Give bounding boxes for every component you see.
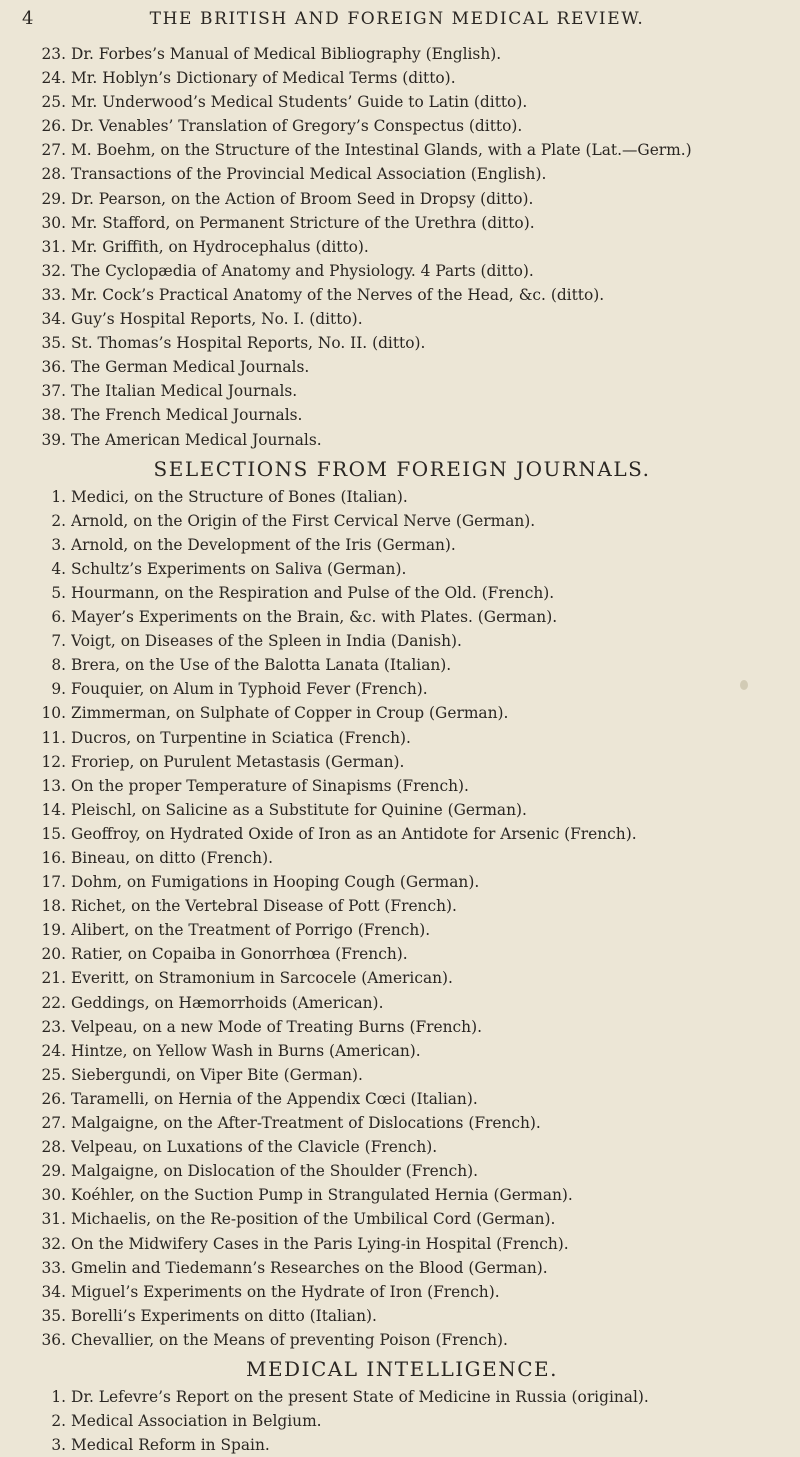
- list-item: [22, 1111, 782, 1135]
- list-item: [22, 1087, 782, 1111]
- item-title: Velpeau, on a new Mode of Treating Burns (French).: [71, 1017, 482, 1036]
- item-number: 39.: [41, 430, 66, 449]
- item-number: 3.: [51, 535, 66, 554]
- list-item: [22, 677, 782, 701]
- item-number: 22.: [41, 993, 66, 1012]
- item-title: Geoffroy, on Hydrated Oxide of Iron as an Antidote for Arsenic (French).: [71, 824, 637, 843]
- list-item: [22, 1207, 782, 1231]
- list-item: [22, 870, 782, 894]
- list-item: [22, 379, 782, 403]
- item-number: 20.: [41, 945, 66, 964]
- list-item: [22, 942, 782, 966]
- item-title: Fouquier, on Alum in Typhoid Fever (French).: [71, 680, 428, 699]
- item-title: Malgaigne, on the After-Treatment of Dislocations (French).: [71, 1114, 541, 1133]
- item-number: 28.: [41, 1138, 66, 1157]
- list-item: [22, 1159, 782, 1183]
- item-title: Medical Association in Belgium.: [71, 1412, 322, 1431]
- item-title: Froriep, on Purulent Metastasis (German).: [71, 752, 405, 771]
- item-number: 13.: [41, 776, 66, 795]
- item-title: St. Thomas’s Hospital Reports, No. II. (ditto).: [71, 334, 426, 353]
- list-item: [22, 1280, 782, 1304]
- list-item: [22, 307, 782, 331]
- item-number: 35.: [41, 334, 66, 353]
- item-title: Medical Reform in Spain.: [71, 1436, 270, 1455]
- list-item: [22, 798, 782, 822]
- item-number: 32.: [41, 261, 66, 280]
- item-number: 36.: [41, 358, 66, 377]
- item-title: Mr. Stafford, on Permanent Stricture of the Urethra (ditto).: [71, 213, 535, 232]
- running-title: THE BRITISH AND FOREIGN MEDICAL REVIEW.: [149, 9, 645, 29]
- item-title: Ratier, on Copaiba in Gonorrhœa (French).: [71, 945, 408, 964]
- item-number: 21.: [41, 969, 66, 988]
- item-title: Alibert, on the Treatment of Porrigo (French).: [71, 921, 431, 940]
- list-item: [22, 211, 782, 235]
- item-number: 15.: [41, 824, 66, 843]
- list-item: [22, 138, 782, 162]
- item-title: Siebergundi, on Viper Bite (German).: [71, 1065, 363, 1084]
- list-item: [22, 1409, 782, 1433]
- item-number: 9.: [51, 680, 66, 699]
- item-number: 28.: [41, 165, 66, 184]
- item-number: 34.: [41, 310, 66, 329]
- list-item: [22, 1063, 782, 1087]
- item-number: 4.: [51, 559, 66, 578]
- item-title: M. Boehm, on the Structure of the Intestinal Glands, with a Plate (Lat.—Germ.): [71, 141, 692, 160]
- item-title: On the proper Temperature of Sinapisms (French).: [71, 776, 469, 795]
- list-item: [22, 428, 782, 452]
- item-number: 29.: [41, 1162, 66, 1181]
- list-item: [22, 774, 782, 798]
- list-item: [22, 114, 782, 138]
- item-title: Brera, on the Use of the Balotta Lanata (Italian).: [71, 656, 452, 675]
- item-number: 11.: [41, 728, 66, 747]
- item-number: 2.: [51, 511, 66, 530]
- item-number: 29.: [41, 189, 66, 208]
- list-item: [22, 918, 782, 942]
- item-number: 35.: [41, 1306, 66, 1325]
- item-number: 23.: [41, 1017, 66, 1036]
- list-item: [22, 1135, 782, 1159]
- list-item: [22, 1183, 782, 1207]
- item-number: 36.: [41, 1330, 66, 1349]
- item-number: 32.: [41, 1234, 66, 1253]
- list-item: [22, 605, 782, 629]
- item-number: 19.: [41, 921, 66, 940]
- item-title: Dr. Pearson, on the Action of Broom Seed in Dropsy (ditto).: [71, 189, 534, 208]
- item-number: 26.: [41, 117, 66, 136]
- item-title: Hintze, on Yellow Wash in Burns (American).: [71, 1041, 421, 1060]
- item-title: Koéhler, on the Suction Pump in Strangulated Hernia (German).: [71, 1186, 573, 1205]
- item-title: Hourmann, on the Respiration and Pulse of the Old. (French).: [71, 583, 555, 602]
- list-item: [22, 42, 782, 66]
- page-header: [22, 8, 782, 42]
- item-title: Arnold, on the Origin of the First Cervical Nerve (German).: [71, 511, 536, 530]
- item-number: 30.: [41, 1186, 66, 1205]
- list-item: [22, 162, 782, 186]
- item-number: 7.: [51, 632, 66, 651]
- list-item: [22, 331, 782, 355]
- list-item: [22, 653, 782, 677]
- list-item: [22, 485, 782, 509]
- item-title: Mr. Cock’s Practical Anatomy of the Nerves of the Head, &c. (ditto).: [71, 285, 605, 304]
- list-item: [22, 1039, 782, 1063]
- item-number: 1.: [51, 487, 66, 506]
- item-number: 34.: [41, 1282, 66, 1301]
- list-item: [22, 1433, 782, 1457]
- contents-list: [22, 42, 782, 1457]
- item-number: 18.: [41, 897, 66, 916]
- item-number: 25.: [41, 1065, 66, 1084]
- item-number: 12.: [41, 752, 66, 771]
- list-item: [22, 403, 782, 427]
- item-title: Mayer’s Experiments on the Brain, &c. with Plates. (German).: [71, 608, 558, 627]
- item-number: 27.: [41, 1114, 66, 1133]
- item-number: 31.: [41, 237, 66, 256]
- list-item: [22, 846, 782, 870]
- item-title: Mr. Underwood’s Medical Students’ Guide to Latin (ditto).: [71, 93, 528, 112]
- item-title: Everitt, on Stramonium in Sarcocele (American).: [71, 969, 453, 988]
- item-number: 8.: [51, 656, 66, 675]
- list-item: [22, 235, 782, 259]
- item-title: Dr. Lefevre’s Report on the present State of Medicine in Russia (original).: [71, 1387, 649, 1406]
- list-item: [22, 1015, 782, 1039]
- item-title: Guy’s Hospital Reports, No. I. (ditto).: [71, 310, 363, 329]
- item-title: Transactions of the Provincial Medical Association (English).: [71, 165, 547, 184]
- list-item: [22, 509, 782, 533]
- item-title: Malgaigne, on Dislocation of the Shoulder (French).: [71, 1162, 479, 1181]
- item-title: Dr. Forbes’s Manual of Medical Bibliography (English).: [71, 45, 502, 63]
- item-number: 26.: [41, 1089, 66, 1108]
- list-item: [22, 1256, 782, 1280]
- item-number: 23.: [41, 45, 66, 63]
- list-item: [22, 1328, 782, 1352]
- item-title: Dohm, on Fumigations in Hooping Cough (German).: [71, 873, 480, 892]
- item-title: Miguel’s Experiments on the Hydrate of Iron (French).: [71, 1282, 500, 1301]
- item-title: The American Medical Journals.: [71, 430, 322, 449]
- list-item: [22, 750, 782, 774]
- item-number: 31.: [41, 1210, 66, 1229]
- item-title: Geddings, on Hæmorrhoids (American).: [71, 993, 384, 1012]
- page-number: 4: [22, 8, 36, 29]
- item-number: 30.: [41, 213, 66, 232]
- list-item: [22, 283, 782, 307]
- section-heading: SELECTIONS FROM FOREIGN JOURNALS.: [153, 456, 651, 481]
- item-number: 6.: [51, 608, 66, 627]
- item-number: 27.: [41, 141, 66, 160]
- list-item: [22, 533, 782, 557]
- list-item: [22, 66, 782, 90]
- item-title: Borelli’s Experiments on ditto (Italian).: [71, 1306, 377, 1325]
- list-item: [22, 187, 782, 211]
- item-number: 38.: [41, 406, 66, 425]
- list-item: [22, 1385, 782, 1409]
- item-title: On the Midwifery Cases in the Paris Lying-in Hospital (French).: [71, 1234, 569, 1253]
- item-title: Chevallier, on the Means of preventing Poison (French).: [71, 1330, 508, 1349]
- item-title: Ducros, on Turpentine in Sciatica (French).: [71, 728, 411, 747]
- item-number: 16.: [41, 849, 66, 867]
- item-title: Mr. Griffith, on Hydrocephalus (ditto).: [71, 237, 369, 256]
- item-number: 14.: [41, 800, 66, 819]
- item-title: Velpeau, on Luxations of the Clavicle (French).: [71, 1138, 438, 1157]
- item-title: Richet, on the Vertebral Disease of Pott (French).: [71, 897, 457, 916]
- item-number: 33.: [41, 1258, 66, 1277]
- item-number: 1.: [51, 1387, 66, 1406]
- item-title: Taramelli, on Hernia of the Appendix Cœci (Italian).: [71, 1089, 478, 1108]
- list-item: [22, 259, 782, 283]
- list-item: [22, 822, 782, 846]
- list-item: [22, 726, 782, 750]
- item-title: The Cyclopædia of Anatomy and Physiology. 4 Parts (ditto).: [71, 261, 534, 280]
- item-title: Gmelin and Tiedemann’s Researches on the Blood (German).: [71, 1258, 548, 1277]
- list-item: [22, 1304, 782, 1328]
- list-item: [22, 90, 782, 114]
- item-title: Bineau, on ditto (French).: [71, 849, 273, 867]
- item-title: Arnold, on the Development of the Iris (German).: [71, 535, 456, 554]
- item-number: 5.: [51, 583, 66, 602]
- item-number: 17.: [41, 873, 66, 892]
- item-title: Michaelis, on the Re-position of the Umbilical Cord (German).: [71, 1210, 556, 1229]
- list-item: [22, 701, 782, 725]
- item-number: 3.: [51, 1436, 66, 1455]
- item-title: Zimmerman, on Sulphate of Copper in Croup (German).: [71, 704, 509, 723]
- item-number: 25.: [41, 93, 66, 112]
- list-item: [22, 1232, 782, 1256]
- paper-blemish: [740, 680, 748, 690]
- item-number: 33.: [41, 285, 66, 304]
- item-title: Medici, on the Structure of Bones (Italian).: [71, 487, 408, 506]
- item-number: 24.: [41, 1041, 66, 1060]
- item-title: The Italian Medical Journals.: [71, 382, 298, 401]
- item-number: 24.: [41, 69, 66, 88]
- item-title: Voigt, on Diseases of the Spleen in India (Danish).: [71, 632, 462, 651]
- list-item: [22, 991, 782, 1015]
- list-item: [22, 894, 782, 918]
- section-heading: MEDICAL INTELLIGENCE.: [245, 1356, 559, 1381]
- item-title: Dr. Venables’ Translation of Gregory’s Conspectus (ditto).: [71, 117, 523, 136]
- list-item: [22, 629, 782, 653]
- item-title: Schultz’s Experiments on Saliva (German).: [71, 559, 407, 578]
- list-item: [22, 557, 782, 581]
- item-title: The German Medical Journals.: [71, 358, 310, 377]
- item-title: Mr. Hoblyn’s Dictionary of Medical Terms (ditto).: [71, 69, 456, 88]
- item-number: 37.: [41, 382, 66, 401]
- list-item: [22, 355, 782, 379]
- item-number: 10.: [41, 704, 66, 723]
- list-item: [22, 966, 782, 990]
- item-title: Pleischl, on Salicine as a Substitute for Quinine (German).: [71, 800, 527, 819]
- list-item: [22, 581, 782, 605]
- item-number: 2.: [51, 1412, 66, 1431]
- item-title: The French Medical Journals.: [71, 406, 303, 425]
